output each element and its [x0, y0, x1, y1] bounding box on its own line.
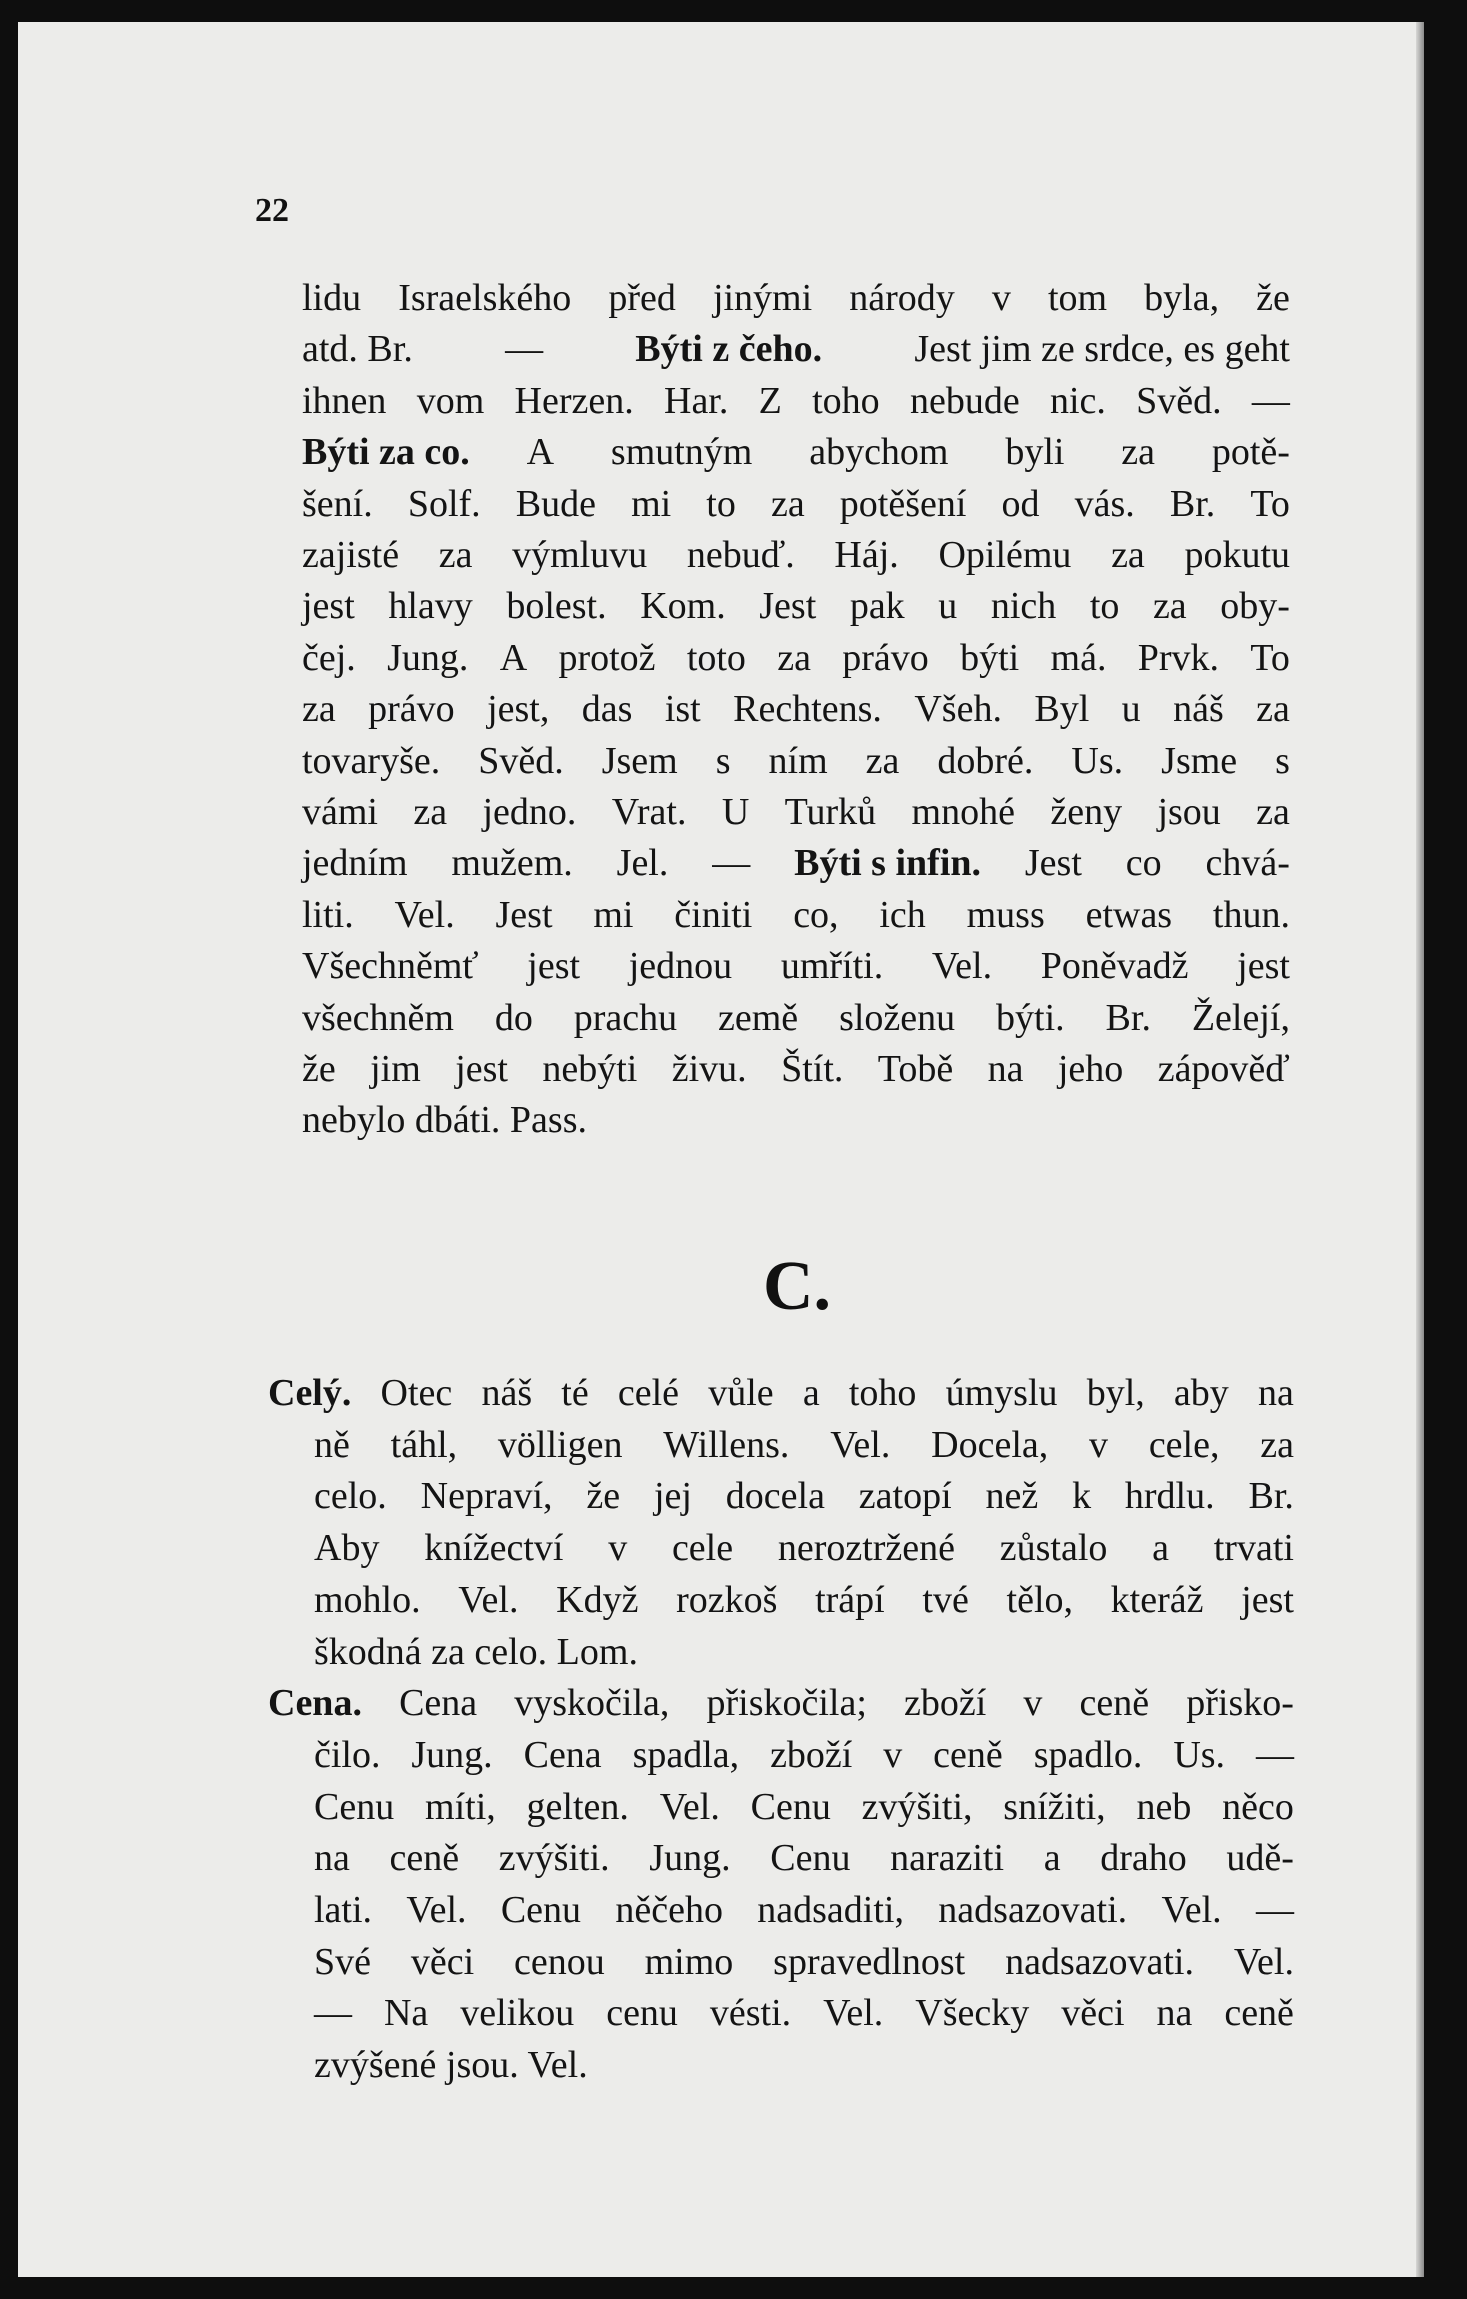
- text-word: pak: [849, 585, 905, 628]
- text-word: Byl: [1034, 688, 1090, 731]
- text-word: v: [991, 277, 1011, 319]
- text-word: jsou: [1157, 791, 1221, 833]
- text-word: za: [413, 791, 448, 833]
- text-word: thun.: [1212, 893, 1290, 936]
- text-word: Tobě: [877, 1048, 954, 1090]
- text-word: jej: [653, 1475, 692, 1518]
- text-word: Býti s infin.: [794, 842, 982, 885]
- text-word: Cenu: [770, 1837, 851, 1880]
- text-word: před: [608, 277, 676, 319]
- text-line: [18, 1729, 1418, 1781]
- text-word: Br.: [1248, 1475, 1294, 1518]
- text-word: Jsme: [1161, 739, 1238, 782]
- text-word: Us.: [1173, 1733, 1226, 1776]
- text-line: [18, 426, 1418, 478]
- text-word: neb: [1136, 1785, 1192, 1828]
- text-word: jedním: [302, 842, 408, 885]
- text-line: [18, 1936, 1418, 1988]
- text-word: byl,: [1086, 1372, 1145, 1414]
- text-word: nich: [990, 585, 1057, 628]
- text-word: docela: [725, 1475, 825, 1518]
- text-word: na: [1156, 1992, 1193, 2035]
- text-word: —: [1255, 1733, 1294, 1776]
- text-word: ceně: [933, 1733, 1003, 1776]
- text-word: Cena.: [268, 1682, 362, 1725]
- text-word: potěšení: [839, 482, 967, 525]
- text-word: mi: [631, 482, 672, 525]
- text-word: cenu: [606, 1992, 678, 2035]
- text-word: Býti za co.: [302, 431, 470, 474]
- text-word: Vrat.: [611, 791, 687, 833]
- text-word: lati.: [314, 1889, 373, 1931]
- text-word: aby: [1173, 1372, 1229, 1414]
- text-word: čilo.: [314, 1733, 381, 1776]
- text-word: zajisté: [302, 534, 400, 576]
- text-word: mnohé: [911, 791, 1015, 833]
- text-word: Otec: [380, 1372, 453, 1414]
- text-word: Štít.: [781, 1048, 844, 1090]
- text-word: jest: [455, 1048, 508, 1090]
- text-word: živu.: [671, 1048, 747, 1090]
- text-word: Us.: [1071, 739, 1124, 782]
- text-word: toho: [812, 379, 880, 422]
- text-word: za: [1256, 791, 1290, 833]
- text-word: Z: [758, 379, 782, 422]
- text-word: zápověď: [1157, 1048, 1290, 1090]
- text-word: velikou: [460, 1992, 575, 2035]
- text-word: To: [1250, 482, 1290, 525]
- text-word: tvé: [922, 1578, 969, 1621]
- text-word: Cenu: [500, 1889, 582, 1931]
- text-word: Vel.: [659, 1785, 720, 1828]
- text-word: cele: [671, 1527, 734, 1570]
- text-word: náš: [481, 1372, 533, 1414]
- text-word: nadsazovati.: [1005, 1940, 1194, 1983]
- text-word: Israelského: [398, 277, 572, 319]
- text-word: Prvk.: [1137, 636, 1220, 679]
- text-line: [18, 940, 1418, 992]
- text-word: než: [985, 1475, 1039, 1518]
- text-word: Bude: [515, 482, 596, 525]
- text-word: Vel.: [1233, 1940, 1294, 1983]
- text-word: věci: [410, 1940, 475, 1983]
- text-word: völligen: [497, 1423, 623, 1466]
- text-line: [18, 837, 1418, 889]
- text-word: s: [715, 739, 731, 782]
- text-word: —: [314, 1992, 352, 2035]
- text-word: vámi: [302, 791, 378, 833]
- text-word: mi: [593, 893, 634, 936]
- text-word: to: [706, 482, 736, 525]
- text-line: [18, 735, 1418, 787]
- text-word: Jest: [1024, 842, 1082, 885]
- text-word: liti.: [302, 893, 354, 936]
- text-word: úmyslu: [945, 1372, 1058, 1414]
- text-line: [18, 632, 1418, 684]
- text-line: [18, 1677, 1418, 1729]
- text-word: té: [561, 1372, 589, 1414]
- text-word: trvati: [1213, 1527, 1294, 1570]
- text-line: [18, 992, 1418, 1044]
- text-word: muss: [966, 893, 1045, 936]
- text-word: býti.: [996, 996, 1065, 1039]
- text-word: Turků: [784, 791, 877, 833]
- text-word: mimo: [644, 1940, 734, 1983]
- text-word: Willens.: [663, 1423, 790, 1466]
- text-word: u: [1121, 688, 1141, 731]
- text-word: —: [1251, 379, 1290, 422]
- text-word: nadsazovati.: [938, 1889, 1128, 1931]
- text-word: jinými: [712, 277, 813, 319]
- text-word: mohlo.: [314, 1578, 421, 1621]
- text-word: Všeh.: [914, 688, 1002, 731]
- text-word: toto: [686, 636, 746, 679]
- text-word: složenu: [839, 996, 956, 1039]
- text-word: Opilému: [938, 534, 1072, 576]
- text-word: udě-: [1226, 1837, 1294, 1880]
- text-word: v: [1023, 1682, 1043, 1725]
- text-word: Cenu: [314, 1785, 395, 1828]
- text-word: Vel.: [1161, 1889, 1222, 1931]
- text-word: v: [1089, 1423, 1109, 1466]
- text-word: Všecky: [915, 1992, 1030, 2035]
- text-word: Herzen.: [514, 379, 634, 422]
- text-word: jim: [370, 1048, 421, 1090]
- text-word: jest: [1237, 945, 1290, 988]
- text-word: Když: [556, 1578, 639, 1621]
- text-word: za: [770, 482, 805, 525]
- text-word: činiti: [674, 893, 753, 936]
- text-word: spravedlnost: [773, 1940, 966, 1983]
- text-word: Býti z čeho.: [635, 328, 823, 371]
- text-word: Rechtens.: [733, 688, 882, 731]
- text-word: ihnen: [302, 379, 387, 422]
- text-word: hrdlu.: [1124, 1475, 1215, 1518]
- text-word: ceně: [1224, 1992, 1294, 2035]
- text-word: ně: [314, 1423, 350, 1466]
- text-word: Celý.: [268, 1372, 352, 1414]
- text-line: [18, 2039, 1418, 2091]
- text-word: dobré.: [937, 739, 1034, 782]
- text-word: co,: [793, 893, 839, 936]
- text-word: že: [586, 1475, 621, 1518]
- text-word: etwas: [1085, 893, 1173, 936]
- text-word: táhl,: [390, 1423, 458, 1466]
- text-word: Želejí,: [1191, 996, 1290, 1039]
- text-word: ich: [879, 893, 926, 936]
- text-word: zboží: [904, 1682, 987, 1725]
- text-word: od: [1001, 482, 1040, 525]
- text-line: [18, 478, 1418, 530]
- text-word: cele,: [1148, 1423, 1220, 1466]
- text-word: míti,: [425, 1785, 496, 1828]
- text-word: vom: [416, 379, 485, 422]
- text-line: [18, 683, 1418, 735]
- text-word: celo.: [314, 1475, 387, 1518]
- text-word: za: [1111, 534, 1145, 576]
- text-line: [18, 889, 1418, 941]
- text-line: [18, 323, 1418, 375]
- text-word: na: [987, 1048, 1024, 1090]
- text-word: neroztržené: [777, 1527, 956, 1570]
- text-word: za: [438, 534, 473, 576]
- text-word: Jest jim ze srdce, es geht: [914, 328, 1290, 371]
- text-word: jest: [527, 945, 581, 988]
- text-word: das: [581, 688, 633, 731]
- text-word: to: [1089, 585, 1120, 628]
- text-word: Docela,: [931, 1423, 1049, 1466]
- text-word: Kom.: [640, 585, 726, 628]
- text-word: spadlo.: [1033, 1733, 1143, 1776]
- text-word: snížiti,: [1003, 1785, 1106, 1828]
- text-word: zůstalo: [999, 1527, 1108, 1570]
- text-word: čej.: [302, 636, 356, 679]
- text-word: šení.: [302, 482, 373, 525]
- text-word: zvýšiti,: [861, 1785, 973, 1828]
- text-word: za: [1256, 688, 1290, 731]
- text-word: ním: [768, 739, 828, 782]
- text-word: za: [1260, 1423, 1294, 1466]
- text-word: prachu: [573, 996, 678, 1039]
- text-word: Vel.: [406, 1889, 467, 1931]
- text-word: hlavy: [388, 585, 473, 628]
- text-word: A: [499, 636, 528, 679]
- text-word: pokutu: [1184, 534, 1290, 576]
- text-word: tovaryše.: [302, 739, 441, 782]
- text-word: něco: [1222, 1785, 1294, 1828]
- text-word: na: [314, 1837, 350, 1880]
- text-word: lidu: [302, 277, 362, 319]
- text-word: přiskočila;: [706, 1682, 867, 1725]
- text-word: chvá-: [1205, 842, 1290, 885]
- text-word: atd. Br.: [302, 328, 413, 371]
- text-word: nebuď.: [686, 534, 795, 576]
- text-word: národy: [849, 277, 955, 319]
- text-word: tom: [1047, 277, 1108, 319]
- text-word: toho: [848, 1372, 917, 1414]
- text-word: Jel.: [616, 842, 669, 885]
- text-word: za: [777, 636, 811, 679]
- text-word: nebylo dbáti. Pass.: [302, 1099, 587, 1142]
- text-line: [18, 529, 1418, 581]
- text-word: Cena: [399, 1682, 478, 1725]
- text-word: má.: [1050, 636, 1107, 679]
- text-word: nadsaditi,: [757, 1889, 904, 1931]
- text-word: Vel.: [823, 1992, 884, 2035]
- text-word: v: [608, 1527, 628, 1570]
- text-word: Jung.: [411, 1733, 493, 1776]
- text-word: býti: [960, 636, 1020, 679]
- text-line: [18, 1832, 1418, 1884]
- text-word: Jung.: [387, 636, 469, 679]
- text-word: draho: [1100, 1837, 1187, 1880]
- text-word: jednou: [628, 945, 733, 988]
- text-line: [18, 1094, 1418, 1146]
- text-word: U: [721, 791, 750, 833]
- text-word: Na: [383, 1992, 429, 2035]
- text-word: jest,: [487, 688, 550, 731]
- text-line: [18, 1884, 1418, 1936]
- text-word: Cenu: [750, 1785, 831, 1828]
- text-word: Cena: [523, 1733, 602, 1776]
- section-heading-c: C.: [763, 1248, 832, 1325]
- text-word: škodná za celo. Lom.: [314, 1630, 638, 1673]
- text-word: Vel.: [830, 1423, 891, 1466]
- text-word: To: [1250, 636, 1290, 679]
- text-word: umříti.: [780, 945, 884, 988]
- text-word: celé: [617, 1372, 680, 1414]
- text-word: Svěd.: [1136, 379, 1222, 422]
- text-word: Br.: [1169, 482, 1216, 525]
- text-word: Aby: [314, 1527, 380, 1570]
- text-word: a: [1043, 1837, 1061, 1880]
- text-word: kteráž: [1110, 1578, 1204, 1621]
- text-word: k: [1072, 1475, 1092, 1518]
- text-word: rozkoš: [676, 1578, 778, 1621]
- text-word: knížectví: [424, 1527, 564, 1570]
- text-word: Všechněmť: [302, 945, 479, 988]
- text-word: a: [802, 1372, 820, 1414]
- text-word: trápí: [815, 1578, 885, 1621]
- text-word: vůle: [708, 1372, 774, 1414]
- text-word: jest: [302, 585, 355, 628]
- text-word: nic.: [1049, 379, 1106, 422]
- text-word: cenou: [514, 1940, 605, 1983]
- text-word: že: [1256, 277, 1290, 319]
- book-page: [18, 22, 1418, 2277]
- text-word: ženy: [1050, 791, 1123, 833]
- text-line: [18, 1043, 1418, 1095]
- text-word: Vel.: [458, 1578, 519, 1621]
- text-word: Jest: [759, 585, 817, 628]
- text-word: abychom: [809, 431, 949, 474]
- text-word: vyskočila,: [514, 1682, 670, 1725]
- text-word: jest: [1241, 1578, 1294, 1621]
- text-word: Vel.: [394, 893, 455, 936]
- text-word: byli: [1005, 431, 1065, 474]
- text-word: jeho: [1057, 1048, 1124, 1090]
- text-line: [18, 1626, 1418, 1678]
- text-word: gelten.: [526, 1785, 629, 1828]
- text-line: [18, 1367, 1418, 1419]
- text-word: —: [505, 328, 544, 371]
- text-word: na: [1257, 1372, 1294, 1414]
- text-word: Jsem: [601, 739, 678, 782]
- text-line: [18, 1522, 1418, 1574]
- text-word: všechněm: [302, 996, 454, 1039]
- text-word: Poněvadž: [1040, 945, 1189, 988]
- text-word: vésti.: [709, 1992, 792, 2035]
- text-word: oby-: [1220, 585, 1290, 628]
- text-word: za: [1121, 431, 1156, 474]
- text-line: [18, 580, 1418, 632]
- text-word: —: [1255, 1889, 1294, 1931]
- text-word: protož: [558, 636, 656, 679]
- text-word: naraziti: [890, 1837, 1005, 1880]
- text-word: ceně: [1079, 1682, 1150, 1725]
- text-word: mužem.: [451, 842, 573, 885]
- text-line: [18, 1781, 1418, 1833]
- text-line: [18, 1574, 1418, 1626]
- text-word: za: [1152, 585, 1187, 628]
- text-word: Solf.: [407, 482, 481, 525]
- text-word: výmluvu: [512, 534, 648, 576]
- text-word: Nepraví,: [420, 1475, 553, 1518]
- text-word: A: [526, 431, 555, 474]
- text-word: Jest: [495, 893, 553, 936]
- text-line: [18, 375, 1418, 427]
- text-word: ist: [664, 688, 701, 731]
- text-word: potě-: [1211, 431, 1290, 474]
- text-word: a: [1152, 1527, 1170, 1570]
- text-word: Br.: [1105, 996, 1151, 1039]
- text-word: Har.: [664, 379, 729, 422]
- text-word: právo: [842, 636, 929, 679]
- text-word: něčeho: [615, 1889, 723, 1931]
- text-word: zvýšené jsou. Vel.: [314, 2044, 588, 2087]
- page-number: 22: [255, 192, 289, 229]
- text-word: smutným: [610, 431, 753, 474]
- text-word: co: [1125, 842, 1162, 885]
- text-word: Jung.: [649, 1837, 731, 1880]
- text-word: s: [1275, 739, 1290, 782]
- text-word: za: [865, 739, 900, 782]
- text-word: zvýšiti.: [498, 1837, 610, 1880]
- text-word: jedno.: [482, 791, 577, 833]
- text-word: přisko-: [1186, 1682, 1294, 1725]
- text-word: byla,: [1144, 277, 1220, 319]
- text-word: zboží: [770, 1733, 853, 1776]
- text-word: ceně: [389, 1837, 460, 1880]
- text-word: nebýti: [542, 1048, 638, 1090]
- text-word: —: [712, 842, 751, 885]
- text-word: do: [494, 996, 533, 1039]
- text-word: u: [938, 585, 958, 628]
- text-word: spadla,: [632, 1733, 740, 1776]
- text-word: věci: [1061, 1992, 1125, 2035]
- text-word: tělo,: [1006, 1578, 1073, 1621]
- text-word: nebude: [909, 379, 1020, 422]
- text-word: že: [302, 1048, 336, 1090]
- text-word: zatopí: [858, 1475, 952, 1518]
- text-word: bolest.: [506, 585, 607, 628]
- text-line: [18, 1470, 1418, 1522]
- text-word: země: [718, 996, 799, 1039]
- text-word: náš: [1173, 688, 1224, 731]
- text-word: za: [302, 688, 336, 731]
- text-word: Háj.: [834, 534, 899, 576]
- text-line: [18, 272, 1418, 324]
- text-line: [18, 786, 1418, 838]
- text-word: Svěd.: [478, 739, 564, 782]
- text-word: v: [883, 1733, 903, 1776]
- text-line: [18, 1987, 1418, 2039]
- text-word: Své: [314, 1940, 371, 1983]
- text-word: vás.: [1074, 482, 1135, 525]
- text-word: Vel.: [931, 945, 993, 988]
- text-word: právo: [368, 688, 455, 731]
- text-line: [18, 1419, 1418, 1471]
